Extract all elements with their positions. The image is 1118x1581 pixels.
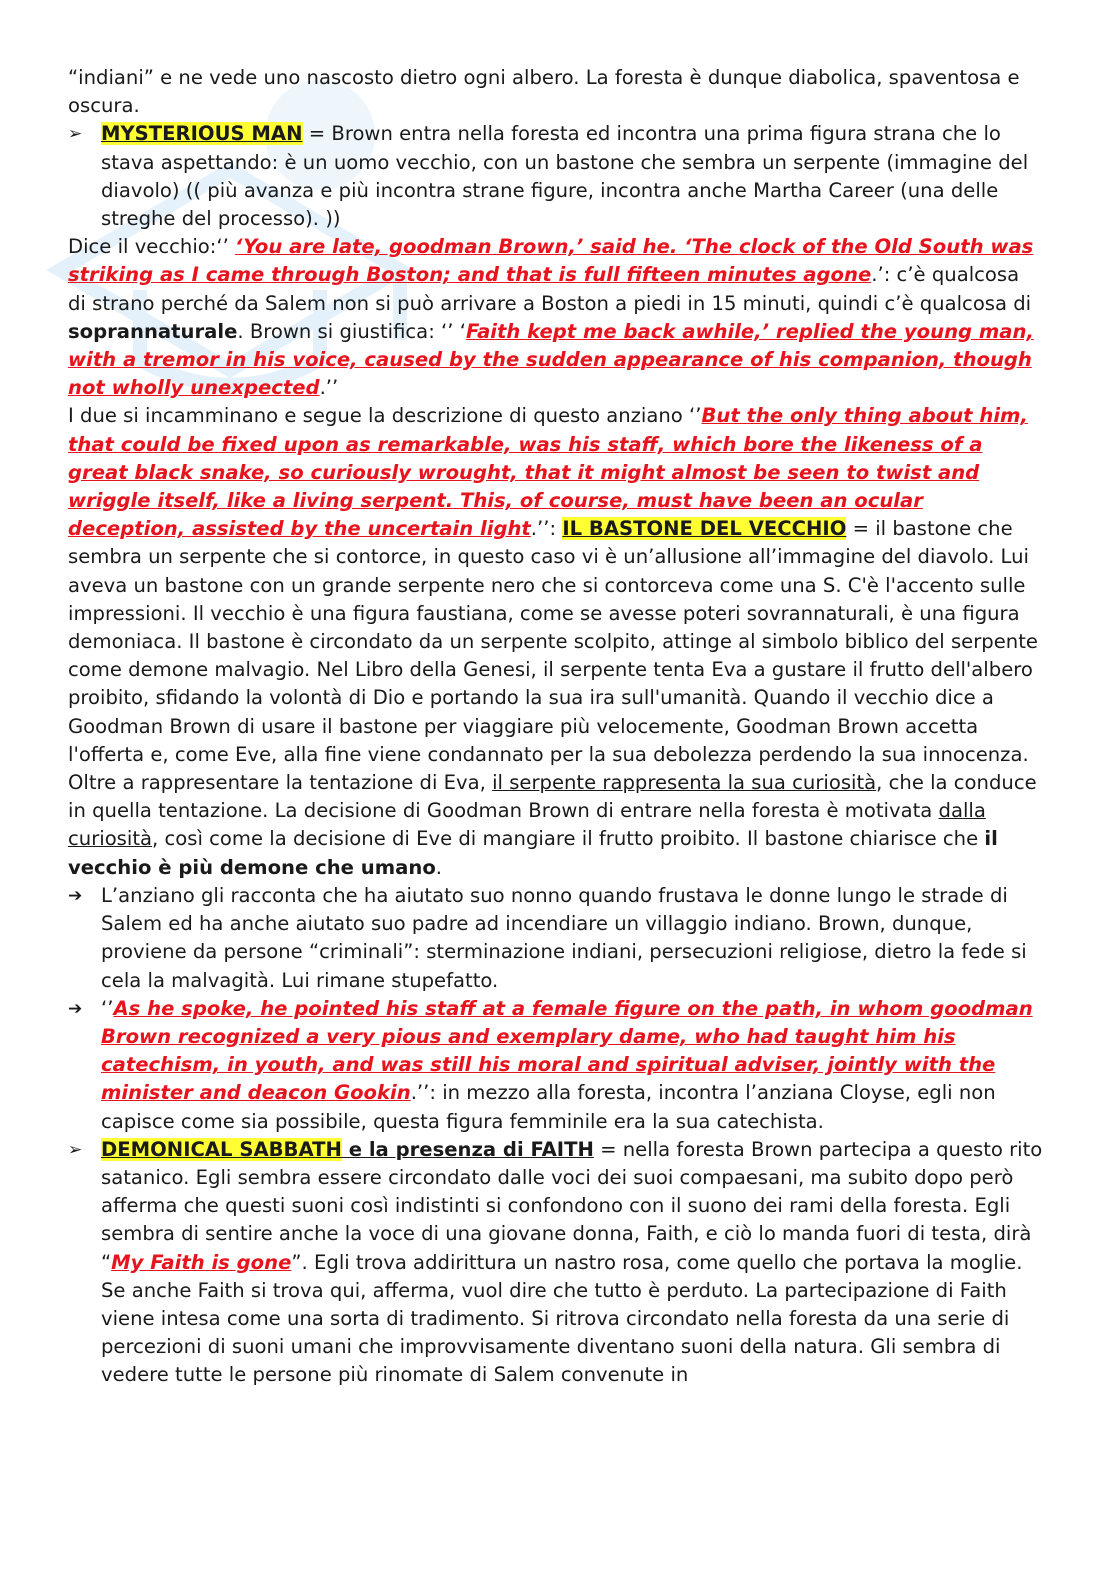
bullet-demonical-sabbath: ➢ DEMONICAL SABBATH e la presenza di FAITH = nella foresta Brown partecipa a questo rito satanico. Egli sembra essere circondato dalle voci dei suoi compaesani, ma subito dopo però afferma che questi suoni così indistinti si confondono con il suono dei rami della foresta. Egli sembra di sentire anche la voce di una giovane donna, Faith, e ciò lo manda fuori di testa, dirà “My Faith is gone”. Egli trova addirittura un nastro rosa, come quello che portava la moglie. Se anche Faith si trova qui, afferma, vuol dire che tutto è perduto. La partecipazione di Faith viene intesa come una sorta di tradimento. Si ritrova circondato nella foresta da una serie di percezioni di suoni umani che improvvisamente diventano suoni della natura. Gli sembra di vedere tutte le persone più rinomate di Salem convenute in [68,1137,1043,1387]
quote-female-figure: As he spoke, he pointed his staff at a female figure on the path, in whom goodman Brown recognized a very pious and exemplary dame, who had taught him his catechism, in youth, and was still his moral and spiritual adviser, jointly with the minister and deacon Gookin [101,996,1033,1105]
heading-bastone-del-vecchio: IL BASTONE DEL VECCHIO [562,517,847,541]
arrow-bullet-icon: ➔ [68,998,83,1019]
bullet-mysterious-man: ➢ MYSTERIOUS MAN = Brown entra nella foresta ed incontra una prima figura strana che lo stava aspettando: è un uomo vecchio, con un bastone che sembra un serpente (immagine del diavolo) (( più avanza e più incontra strane figure, incontra anche Martha Career (una delle streghe del processo). )) [68,122,1029,231]
paragraph-old-man-quote: Dice il vecchio:‘’ ‘You are late, goodman Brown,’ said he. ‘The clock of the Old South was striking as I came through Boston; and that is full fifteen minutes agone.’: c’è qualcosa di strano perché da Salem non si può arrivare a Boston a piedi in 15 minuti, quindi c’è qualcosa di soprannaturale. Brown si giustifica: ‘’ ‘Faith kept me back awhile,’ replied the young man, with a tremor in his voice, caused by the sudden appearance of his companion, though not wholly unexpected.’’ [68,235,1034,400]
quote-my-faith-is-gone: My Faith is gone [111,1250,292,1274]
document-page [68,64,1043,1390]
heading-demonical-sabbath: DEMONICAL SABBATH [101,1137,342,1161]
heading-mysterious-man: MYSTERIOUS MAN [101,122,303,146]
bullet-grandfather: ➔ L’anziano gli racconta che ha aiutato suo nonno quando frustava le donne lungo le strade di Salem ed ha anche aiutato suo padre ad incendiare un villaggio indiano. Brown, dunque, proviene da persone “criminali”: sterminazione indiani, persecuzioni religiose, dietro la fede si cela la malvagità. Lui rimane stupefatto. [68,883,1027,992]
quote-you-are-late: ‘You are late, goodman Brown,’ said he. ‘The clock of the Old South was striking as I came through Boston; and that is full fifteen minutes agone [68,235,1034,287]
arrowhead-bullet-icon: ➢ [68,1139,83,1160]
paragraph-staff: I due si incamminano e segue la descrizione di questo anziano ‘’But the only thing about him, that could be fixed upon as remarkable, was his staff, which bore the likeness of a great black snake, so curiously wrought, that it might almost be seen to twist and wriggle itself, like a living serpent. This, of course, must have been an ocular deception, assisted by the uncertain light.’’: IL BASTONE DEL VECCHIO = il bastone che sembra un serpente che si contorce, in questo caso vi è un’allusione all’immagine del diavolo. Lui aveva un bastone con un grande serpente nero che si contorceva come una S. C'è l'accento sulle impressioni. Il vecchio è una figura faustiana, come se avesse poteri sovrannaturali, è una figura demoniaca. Il bastone è circondato da un serpente scolpito, attinge al simbolo biblico del serpente come demone malvagio. Nel Libro della Genesi, il serpente tenta Eva a gustare il frutto dell'albero proibito, sfidando la volontà di Dio e portando la sua ira sull'umanità. Quando il vecchio dice a Goodman Brown di usare il bastone per viaggiare più velocemente, Goodman Brown accetta l'offerta e, come Eve, alla fine viene condannato per la sua debolezza perdendo la sua innocenza. Oltre a rappresentare la tentazione di Eva, il serpente rappresenta la sua curiosità, che la conduce in quella tentazione. La decisione di Goodman Brown di entrare nella foresta è motivata dalla curiosità, così come la decisione di Eve di mangiare il frutto proibito. Il bastone chiarisce che il vecchio è più demone che umano. [68,404,1038,879]
arrowhead-bullet-icon: ➢ [68,124,83,145]
paragraph-intro: “indiani” e ne vede uno nascosto dietro ogni albero. La foresta è dunque diabolica, spaventosa e oscura. [68,66,1020,118]
quote-faith-kept-me-back: Faith kept me back awhile,’ replied the young man, with a tremor in his voice, caused by the sudden appearance of his companion, though not wholly unexpected [68,319,1034,400]
arrow-bullet-icon: ➔ [68,885,83,906]
bullet-female-figure: ➔ ‘’As he spoke, he pointed his staff at a female figure on the path, in whom goodman Brown recognized a very pious and exemplary dame, who had taught him his catechism, in youth, and was still his moral and spiritual adviser, jointly with the minister and deacon Gookin.’’: in mezzo alla foresta, incontra l’anziana Cloyse, egli non capisce come sia possibile, questa figura femminile era la sua catechista. [68,996,1033,1133]
quote-staff-description: But the only thing about him, that could be fixed upon as remarkable, was his staff, which bore the likeness of a great black snake, so curiously wrought, that it might almost be seen to twist and wriggle itself, like a living serpent. This, of course, must have been an ocular deception, assisted by the uncertain light [68,404,1028,541]
